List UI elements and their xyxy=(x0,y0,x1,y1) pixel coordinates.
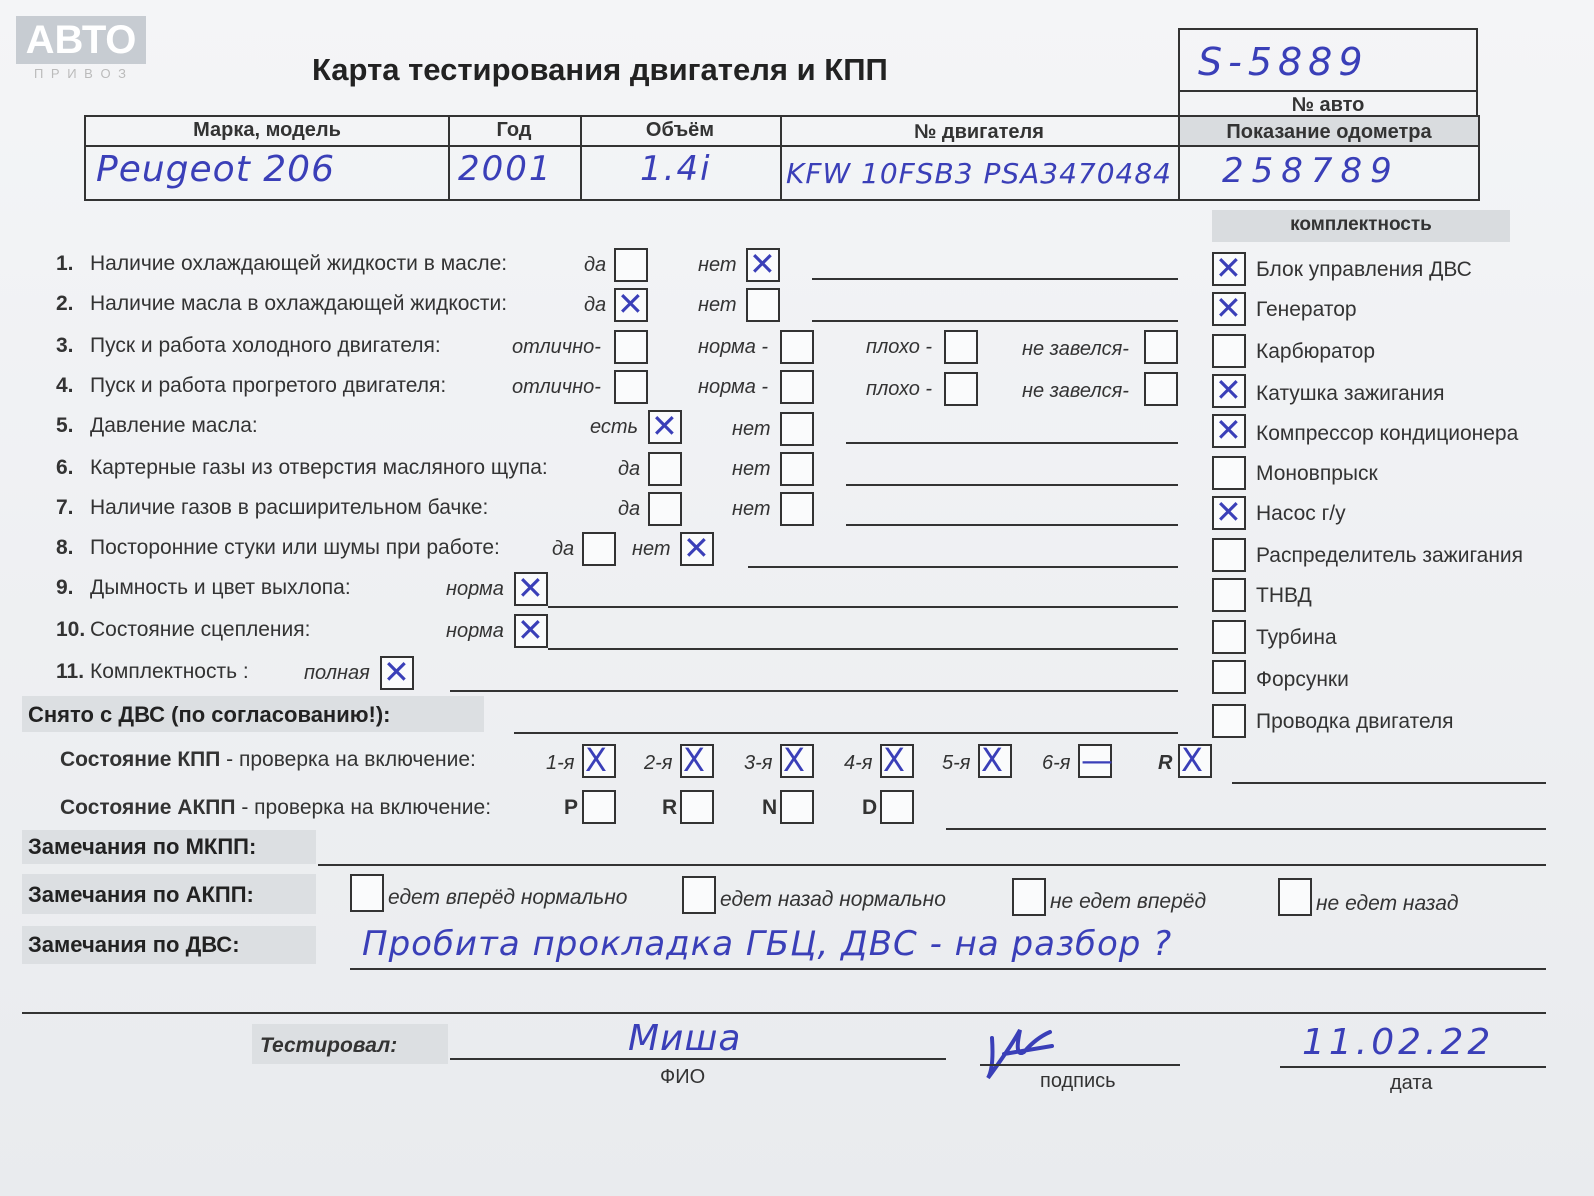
completeness-label: Карбюратор xyxy=(1256,340,1376,363)
test-number: 9. xyxy=(56,576,74,599)
option-checkbox[interactable] xyxy=(780,370,814,404)
option-checkbox[interactable]: ✕ xyxy=(514,614,548,648)
test-label: Пуск и работа холодного двигателя: xyxy=(90,334,441,357)
akpp-gear-label: R xyxy=(662,796,678,819)
completeness-checkbox[interactable] xyxy=(1212,704,1246,738)
gear-checkbox[interactable]: X xyxy=(978,744,1012,778)
header-brand: Марка, модель xyxy=(193,119,341,141)
signature-caption: подпись xyxy=(1040,1070,1116,1092)
akpp-remark-checkbox[interactable] xyxy=(682,876,716,914)
test-label: Состояние сцепления: xyxy=(90,618,311,641)
test-number: 7. xyxy=(56,496,74,519)
option-checkbox[interactable]: ✕ xyxy=(680,532,714,566)
option-label: не завелся- xyxy=(1022,338,1129,360)
option-checkbox[interactable] xyxy=(648,452,682,486)
test-number: 4. xyxy=(56,374,74,397)
remarks-dvs-label: Замечания по ДВС: xyxy=(28,932,240,957)
header-engine-number: № двигателя xyxy=(914,121,1044,143)
option-label: есть xyxy=(590,416,639,438)
option-label: нет xyxy=(632,538,671,560)
akpp-gear-checkbox[interactable] xyxy=(680,790,714,824)
option-label: отлично- xyxy=(512,336,601,358)
answer-line xyxy=(548,648,1178,650)
akpp-gear-checkbox[interactable] xyxy=(780,790,814,824)
completeness-label: Блок управления ДВС xyxy=(1256,258,1472,281)
header-year: Год xyxy=(496,119,532,141)
kpp-title-rest: - проверка на включение: xyxy=(220,748,476,771)
akpp-remark-label: не едет назад xyxy=(1316,892,1459,915)
completeness-label: Катушка зажигания xyxy=(1256,382,1445,405)
completeness-header xyxy=(1212,210,1510,242)
completeness-checkbox[interactable]: ✕ xyxy=(1212,292,1246,326)
date-caption: дата xyxy=(1390,1072,1433,1094)
test-number: 3. xyxy=(56,334,74,357)
test-label: Картерные газы из отверстия масляного щупа: xyxy=(90,456,548,479)
option-label: нет xyxy=(732,418,771,440)
option-checkbox[interactable] xyxy=(944,330,978,364)
car-number-box xyxy=(1178,28,1478,120)
akpp-title xyxy=(60,796,491,820)
akpp-gear-checkbox[interactable] xyxy=(582,790,616,824)
option-label: плохо - xyxy=(866,378,933,400)
year-value[interactable]: 2001 xyxy=(458,149,553,189)
completeness-label: Распределитель зажигания xyxy=(1256,544,1524,567)
test-number: 11. xyxy=(56,660,85,683)
akpp-gear-label: D xyxy=(862,796,878,819)
gear-label: 2-я xyxy=(644,752,673,774)
option-label: нет xyxy=(732,498,771,520)
test-label: Наличие масла в охлаждающей жидкости: xyxy=(90,292,508,315)
remarks-mkpp-line xyxy=(318,864,1546,866)
test-label: Дымность и цвет выхлопа: xyxy=(90,576,351,599)
gear-checkbox[interactable]: X xyxy=(1178,744,1212,778)
completeness-checkbox[interactable]: ✕ xyxy=(1212,414,1246,448)
option-checkbox[interactable] xyxy=(780,330,814,364)
option-checkbox[interactable] xyxy=(582,532,616,566)
vehicle-table xyxy=(84,115,1480,201)
completeness-checkbox[interactable] xyxy=(1212,538,1246,572)
completeness-label: Насос г/у xyxy=(1256,502,1346,525)
completeness-title: комплектность xyxy=(1290,214,1432,235)
brand-value[interactable]: Peugeot 206 xyxy=(96,149,335,190)
completeness-checkbox[interactable]: ✕ xyxy=(1212,252,1246,286)
akpp-remark-label: едет назад нормально xyxy=(720,888,946,911)
completeness-checkbox[interactable]: ✕ xyxy=(1212,374,1246,408)
completeness-checkbox[interactable] xyxy=(1212,660,1246,694)
option-label: норма - xyxy=(698,376,769,398)
option-checkbox[interactable] xyxy=(1144,372,1178,406)
answer-line xyxy=(450,690,1178,692)
test-label: Посторонние стуки или шумы при работе: xyxy=(90,536,500,559)
answer-line xyxy=(846,524,1178,526)
option-checkbox[interactable]: ✕ xyxy=(380,656,414,690)
answer-line xyxy=(812,320,1178,322)
test-number: 1. xyxy=(56,252,74,275)
date-line xyxy=(1280,1066,1546,1068)
option-label: да xyxy=(552,538,575,560)
option-checkbox[interactable]: ✕ xyxy=(648,410,682,444)
gear-label: 6-я xyxy=(1042,752,1071,774)
option-checkbox[interactable] xyxy=(1144,330,1178,364)
option-checkbox[interactable] xyxy=(780,452,814,486)
car-number-label: № авто xyxy=(1291,94,1365,116)
remarks-mkpp-label: Замечания по МКПП: xyxy=(28,834,257,859)
odometer-value[interactable]: 258789 xyxy=(1222,151,1400,191)
option-checkbox[interactable] xyxy=(614,248,648,282)
name-line xyxy=(450,1058,946,1060)
option-label: норма - xyxy=(698,336,769,358)
gear-checkbox[interactable]: X xyxy=(880,744,914,778)
akpp-line xyxy=(946,828,1546,830)
akpp-gear-checkbox[interactable] xyxy=(880,790,914,824)
completeness-checkbox[interactable] xyxy=(1212,620,1246,654)
remarks-akpp-label: Замечания по АКПП: xyxy=(28,882,254,907)
removed-line xyxy=(514,732,1178,734)
kpp-line xyxy=(1232,782,1546,784)
akpp-gear-label: P xyxy=(564,796,579,819)
completeness-checkbox[interactable] xyxy=(1212,456,1246,490)
option-checkbox[interactable] xyxy=(614,370,648,404)
kpp-title-bold: Состояние КПП xyxy=(60,748,221,771)
option-label: нет xyxy=(698,294,737,316)
completeness-label: Моновпрыск xyxy=(1256,462,1378,485)
answer-line xyxy=(812,278,1178,280)
option-checkbox[interactable]: ✕ xyxy=(514,572,548,606)
option-checkbox[interactable] xyxy=(780,412,814,446)
option-checkbox[interactable]: ✕ xyxy=(746,248,780,282)
gear-checkbox[interactable]: X xyxy=(780,744,814,778)
remarks-dvs-line xyxy=(350,968,1546,970)
akpp-remark-label: не едет вперёд xyxy=(1050,890,1207,913)
test-number: 6. xyxy=(56,456,74,479)
completeness-label: ТНВД xyxy=(1256,584,1312,607)
option-checkbox[interactable] xyxy=(746,288,780,322)
option-label: нет xyxy=(732,458,771,480)
option-checkbox[interactable] xyxy=(944,372,978,406)
completeness-label: Форсунки xyxy=(1256,668,1349,691)
logo xyxy=(16,16,148,84)
test-number: 2. xyxy=(56,292,74,315)
option-label: не завелся- xyxy=(1022,380,1129,402)
option-label: норма xyxy=(446,578,504,600)
test-number: 8. xyxy=(56,536,74,559)
akpp-remark-checkbox[interactable] xyxy=(350,874,384,912)
test-label: Давление масла: xyxy=(90,414,258,437)
option-label: да xyxy=(584,254,607,276)
akpp-title-bold: Состояние АКПП xyxy=(60,796,236,819)
car-number-value[interactable]: S-5889 xyxy=(1198,40,1369,84)
option-label: норма xyxy=(446,620,504,642)
answer-line xyxy=(748,566,1178,568)
test-label: Пуск и работа прогретого двигателя: xyxy=(90,374,447,397)
completeness-label: Турбина xyxy=(1256,626,1337,649)
test-number: 5. xyxy=(56,414,74,437)
option-checkbox[interactable] xyxy=(780,492,814,526)
remarks-dvs-value[interactable]: Пробита прокладка ГБЦ, ДВС - на разбор ? xyxy=(362,924,1173,964)
option-label: да xyxy=(584,294,607,316)
name-caption: ФИО xyxy=(660,1066,706,1088)
test-label: Наличие охлаждающей жидкости в масле: xyxy=(90,252,508,275)
removed-label: Снято с ДВС (по согласованию!): xyxy=(28,702,391,727)
completeness-label: Проводка двигателя xyxy=(1256,710,1454,733)
completeness-checkbox[interactable] xyxy=(1212,578,1246,612)
option-checkbox[interactable]: ✕ xyxy=(614,288,648,322)
completeness-label: Компрессор кондиционера xyxy=(1256,422,1519,445)
test-date[interactable]: 11.02.22 xyxy=(1302,1022,1495,1063)
akpp-remark-label: едет вперёд нормально xyxy=(388,886,628,909)
answer-line xyxy=(846,484,1178,486)
akpp-gear-label: N xyxy=(762,796,778,819)
remarks-dvs-line-2 xyxy=(22,1012,1546,1014)
logo-main: АВТО xyxy=(16,16,146,64)
volume-value[interactable]: 1.4i xyxy=(640,149,712,189)
option-label: плохо - xyxy=(866,336,933,358)
completeness-checkbox[interactable]: ✕ xyxy=(1212,496,1246,530)
gear-label: 5-я xyxy=(942,752,971,774)
option-label: нет xyxy=(698,254,737,276)
signature-line xyxy=(980,1064,1180,1066)
akpp-remark-checkbox[interactable] xyxy=(1278,878,1312,916)
test-number: 10. xyxy=(56,618,86,641)
gear-label: 3-я xyxy=(744,752,773,774)
option-label: отлично- xyxy=(512,376,601,398)
tester-name[interactable]: Миша xyxy=(628,1018,742,1059)
gear-checkbox[interactable]: — xyxy=(1078,744,1112,778)
page-title: Карта тестирования двигателя и КПП xyxy=(312,52,888,87)
kpp-title xyxy=(60,748,476,772)
gear-label: R xyxy=(1158,752,1173,774)
gear-checkbox[interactable]: X xyxy=(582,744,616,778)
gear-label: 4-я xyxy=(844,752,873,774)
logo-sub: П Р И В О З xyxy=(33,66,129,81)
engine-number-value[interactable]: KFW 10FSB3 PSA3470484 xyxy=(786,157,1172,190)
gear-label: 1-я xyxy=(546,752,575,774)
completeness-checkbox[interactable] xyxy=(1212,334,1246,368)
tested-label: Тестировал: xyxy=(260,1034,398,1057)
header-volume: Объём xyxy=(645,119,715,141)
completeness-label: Генератор xyxy=(1256,298,1357,321)
test-label: Комплектность : xyxy=(90,660,249,683)
answer-line xyxy=(548,606,1178,608)
akpp-remark-checkbox[interactable] xyxy=(1012,878,1046,916)
option-label: да xyxy=(618,498,641,520)
gear-checkbox[interactable]: X xyxy=(680,744,714,778)
akpp-title-rest: - проверка на включение: xyxy=(235,796,492,819)
answer-line xyxy=(846,442,1178,444)
option-checkbox[interactable] xyxy=(648,492,682,526)
header-odometer: Показание одометра xyxy=(1226,121,1432,143)
option-label: полная xyxy=(304,662,370,684)
test-label: Наличие газов в расширительном бачке: xyxy=(90,496,489,519)
option-checkbox[interactable] xyxy=(614,330,648,364)
option-label: да xyxy=(618,458,641,480)
